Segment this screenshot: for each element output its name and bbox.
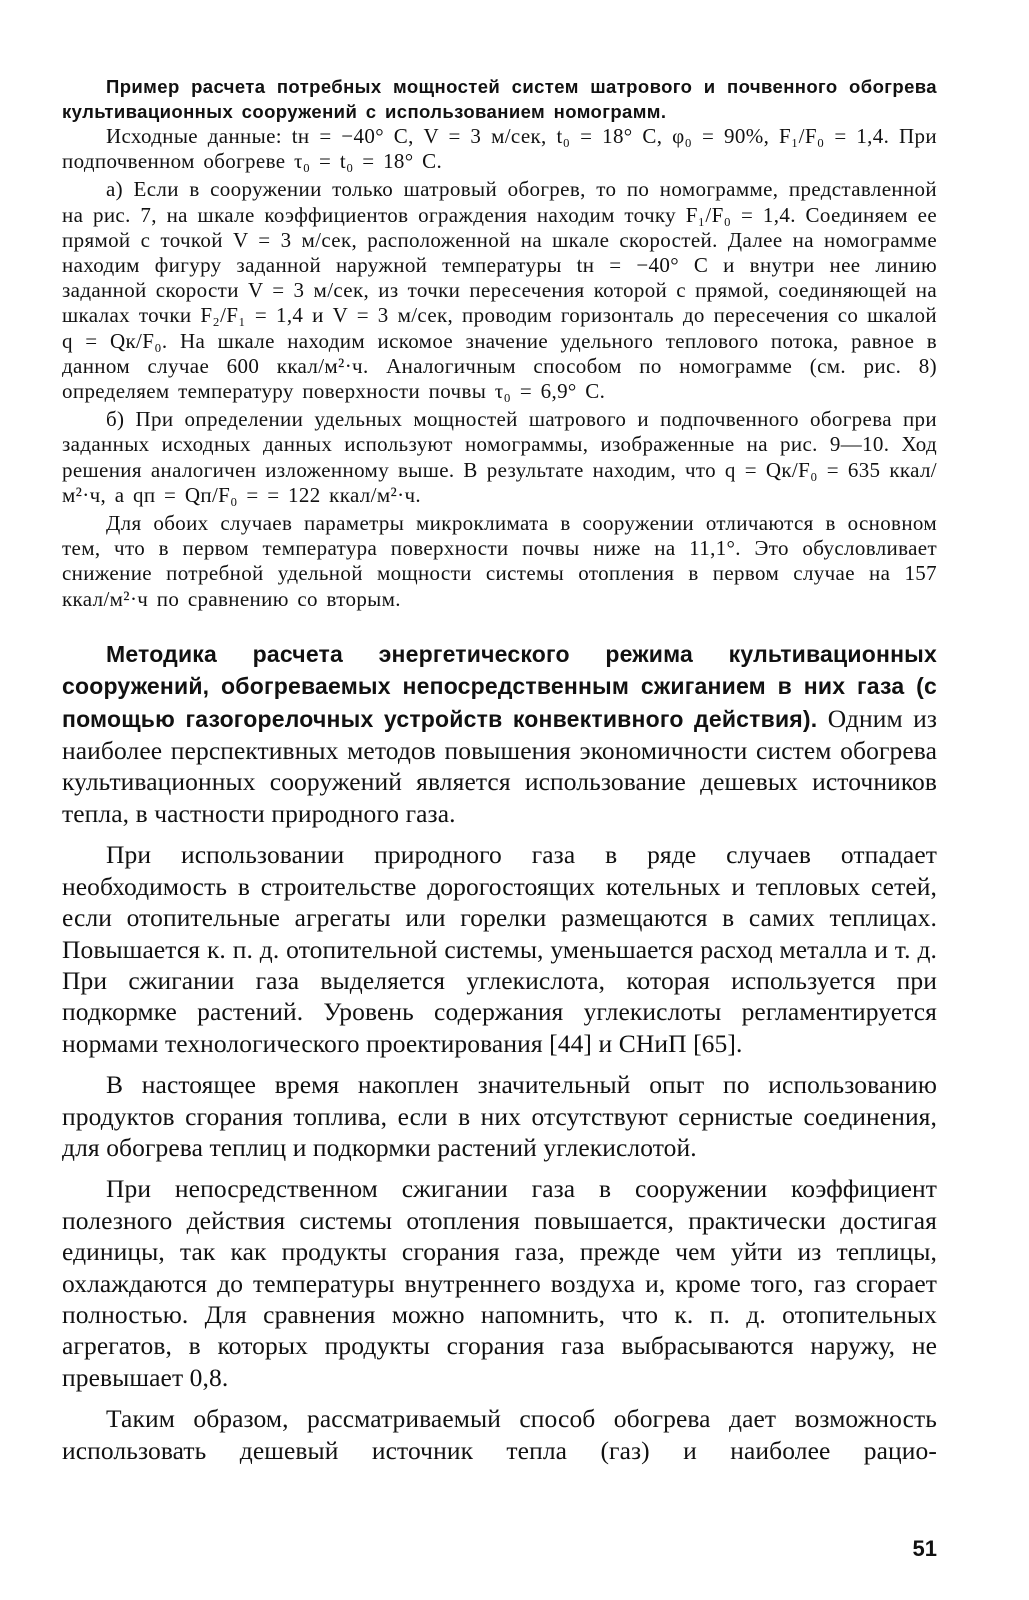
conclusion-paragraph: Для обоих случаев параметры микроклимата в сооружении отличаются в основном тем, что в первом температура поверхности почвы ниже на 11,1°. Это обусловливает снижение потребной удельной мощности системы отопления в первом случае на 157 ккал/м²·ч по сравнению со вторым.	[62, 511, 937, 611]
page-content	[62, 74, 937, 1466]
natural-gas-paragraph: При использовании природного газа в ряде случаев отпадает необходимость в строительстве дорогостоящих котельных и тепловых сетей, если отопительные агрегаты или горелки размещаются в самих теплицах. Повышается к. п. д. отопительной системы, уменьшается расход металла и т. д. При сжигании газа выделяется углекислота, которая используется при подкормке растений. Уровень содержания углекислоты регламентируется нормами технологического проектирования [44] и СНиП [65].	[62, 840, 937, 1058]
example-block	[62, 74, 937, 612]
section-intro-text: Одним из наиболее перспективных методов повышения экономичности систем обогрева культивационных сооружений является использование дешевых источников тепла, в частности природного газа.	[62, 703, 937, 828]
efficiency-paragraph: При непосредственном сжигании газа в сооружении коэффициент полезного действия системы отопления повышается, практически достигая единицы, так как продукты сгорания газа, прежде чем уйти из теплицы, охлаждаются до температуры внутреннего воздуха и, кроме того, газ сгорает полностью. Для сравнения можно напомнить, что к. п. д. отопительных агрегатов, в которых продукты сгорания газа выбрасываются наружу, не превышает 0,8.	[62, 1174, 937, 1392]
case-b-paragraph: б) При определении удельных мощностей шатрового и подпочвенного обогрева при заданных исходных данных используют номограммы, изображенные на рис. 9—10. Ход решения аналогичен изложенному выше. В результате находим, что q = Qк/F₀ = 635 ккал/м²·ч, а qп = Qп/F₀ = = 122 ккал/м²·ч.	[62, 407, 937, 507]
experience-paragraph: В настоящее время накоплен значительный опыт по использованию продуктов сгорания топлива, если в них отсутствуют сернистые соединения, для обогрева теплиц и подкормки растений углекислотой.	[62, 1070, 937, 1162]
case-a-paragraph: а) Если в сооружении только шатровый обогрев, то по номограмме, представленной на рис. 7, на шкале коэффициентов ограждения находим точку F₁/F₀ = 1,4. Соединяем ее прямой с точкой V = 3 м/сек, расположенной на шкале скоростей. Далее на номограмме находим фигуру заданной наружной температуры tн = −40° С и внутри нее линию заданной скорости V = 3 м/сек, из точки пересечения которой с прямой, соединяющей на шкалах точки F₂/F₁ = 1,4 и V = 3 м/сек, проводим горизонталь до пересечения со шкалой q = Qк/F₀. На шкале находим искомое значение удельного теплового потока, равное в данном случае 600 ккал/м²·ч. Аналогичным способом по номограмме (см. рис. 8) определяем температуру поверхности почвы τ₀ = 6,9° С.	[62, 177, 937, 404]
example-title: Пример расчета потребных мощностей систем шатрового и почвенного обогрева культивационных сооружений с использованием номограмм.	[62, 76, 937, 122]
conclusion-fragment-paragraph: Таким образом, рассматриваемый способ обогрева дает возможность использовать дешевый источник тепла (газ) и наиболее рацио-	[62, 1404, 937, 1465]
page-number: 51	[912, 1536, 937, 1561]
method-section	[62, 638, 937, 1466]
section-intro-paragraph	[62, 638, 937, 829]
section-heading: Методика расчета энергетического режима культивационных сооружений, обогреваемых непосредственным сжиганием в них газа (с помощью газогорелочных устройств конвективного действия).	[62, 640, 937, 732]
input-data-paragraph: Исходные данные: tн = −40° С, V = 3 м/сек, t₀ = 18° С, φ₀ = 90%, F₁/F₀ = 1,4. При подпочвенном обогреве τ₀ = t₀ = 18° С.	[62, 124, 937, 174]
